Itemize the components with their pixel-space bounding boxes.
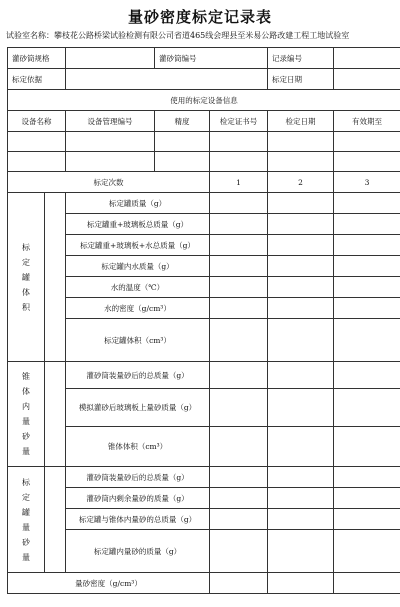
row-label: 水的温度（℃）	[66, 277, 210, 298]
basis-value[interactable]	[66, 69, 268, 90]
trial-number-2: 2	[268, 172, 334, 193]
equipment-col-cert: 检定证书号	[210, 111, 268, 132]
density-row	[8, 573, 400, 594]
row-label: 灌砂筒装量砂后的总质量（g）	[66, 362, 210, 389]
equipment-col-date: 检定日期	[268, 111, 334, 132]
table-row	[8, 277, 400, 298]
table-row	[8, 389, 400, 427]
table-row	[8, 467, 400, 488]
trial-number-3: 3	[334, 172, 400, 193]
date-label: 标定日期	[268, 69, 334, 90]
group2-label: 锥 体 内 量 砂 量	[8, 362, 45, 467]
row-label: 灌砂筒装量砂后的总质量（g）	[66, 467, 210, 488]
equipment-col-valid: 有效期至	[334, 111, 400, 132]
row-label: 标定罐内水质量（g）	[66, 256, 210, 277]
header-row-1	[8, 48, 400, 69]
calibration-table	[7, 47, 400, 594]
trial-number-1: 1	[210, 172, 268, 193]
equipment-header-row	[8, 111, 400, 132]
row-label: 标定罐内量砂的质量（g）	[66, 530, 210, 573]
equipment-col-precision: 精度	[155, 111, 210, 132]
table-row	[8, 256, 400, 277]
group2-spacer	[45, 362, 66, 467]
row-label: 水的密度（g/cm³）	[66, 298, 210, 319]
page-title: 量砂密度标定记录表	[127, 8, 272, 26]
table-row	[8, 362, 400, 389]
group3-spacer	[45, 467, 66, 573]
equipment-col-name: 设备名称	[8, 111, 66, 132]
row-label: 标定罐体积（cm³）	[66, 319, 210, 362]
equipment-col-id: 设备管理编号	[66, 111, 155, 132]
lab-name-line	[6, 30, 349, 41]
table-row	[8, 193, 400, 214]
table-row	[8, 509, 400, 530]
row-label: 灌砂筒内剩余量砂的质量（g）	[66, 488, 210, 509]
group1-label: 标 定 罐 体 积	[8, 193, 45, 362]
equipment-row	[8, 152, 400, 172]
equipment-row	[8, 132, 400, 152]
table-row	[8, 319, 400, 362]
table-row	[8, 488, 400, 509]
table-row	[8, 214, 400, 235]
table-row	[8, 530, 400, 573]
density-label: 量砂密度（g/cm³）	[8, 573, 210, 594]
cone-spec-value[interactable]	[66, 48, 155, 69]
record-no-value[interactable]	[334, 48, 400, 69]
cone-spec-label: 灌砂筒规格	[8, 48, 66, 69]
cone-no-label: 灌砂筒编号	[155, 48, 268, 69]
row-label: 标定罐质量（g）	[66, 193, 210, 214]
row-label: 标定罐重+玻璃板+水总质量（g）	[66, 235, 210, 256]
equipment-section-row	[8, 90, 400, 111]
row-label: 标定罐重+玻璃板总质量（g）	[66, 214, 210, 235]
row-label: 锥体体积（cm³）	[66, 427, 210, 467]
table-row	[8, 298, 400, 319]
equipment-section-title: 使用的标定设备信息	[8, 90, 400, 111]
lab-label: 试验室名称：	[6, 31, 54, 40]
basis-label: 标定依据	[8, 69, 66, 90]
date-value[interactable]	[334, 69, 400, 90]
group3-label: 标 定 罐 量 砂 量	[8, 467, 45, 573]
header-row-2	[8, 69, 400, 90]
group1-spacer	[45, 193, 66, 362]
trials-row	[8, 172, 400, 193]
table-row	[8, 427, 400, 467]
table-row	[8, 235, 400, 256]
record-no-label: 记录编号	[268, 48, 334, 69]
lab-name: 攀枝花公路桥梁试验检测有限公司省道465线会理县至米易公路改建工程工地试验室	[54, 31, 350, 40]
trials-label: 标定次数	[8, 172, 210, 193]
row-label: 标定罐与锥体内量砂的总质量（g）	[66, 509, 210, 530]
row-label: 模拟灌砂后玻璃板上量砂质量（g）	[66, 389, 210, 427]
